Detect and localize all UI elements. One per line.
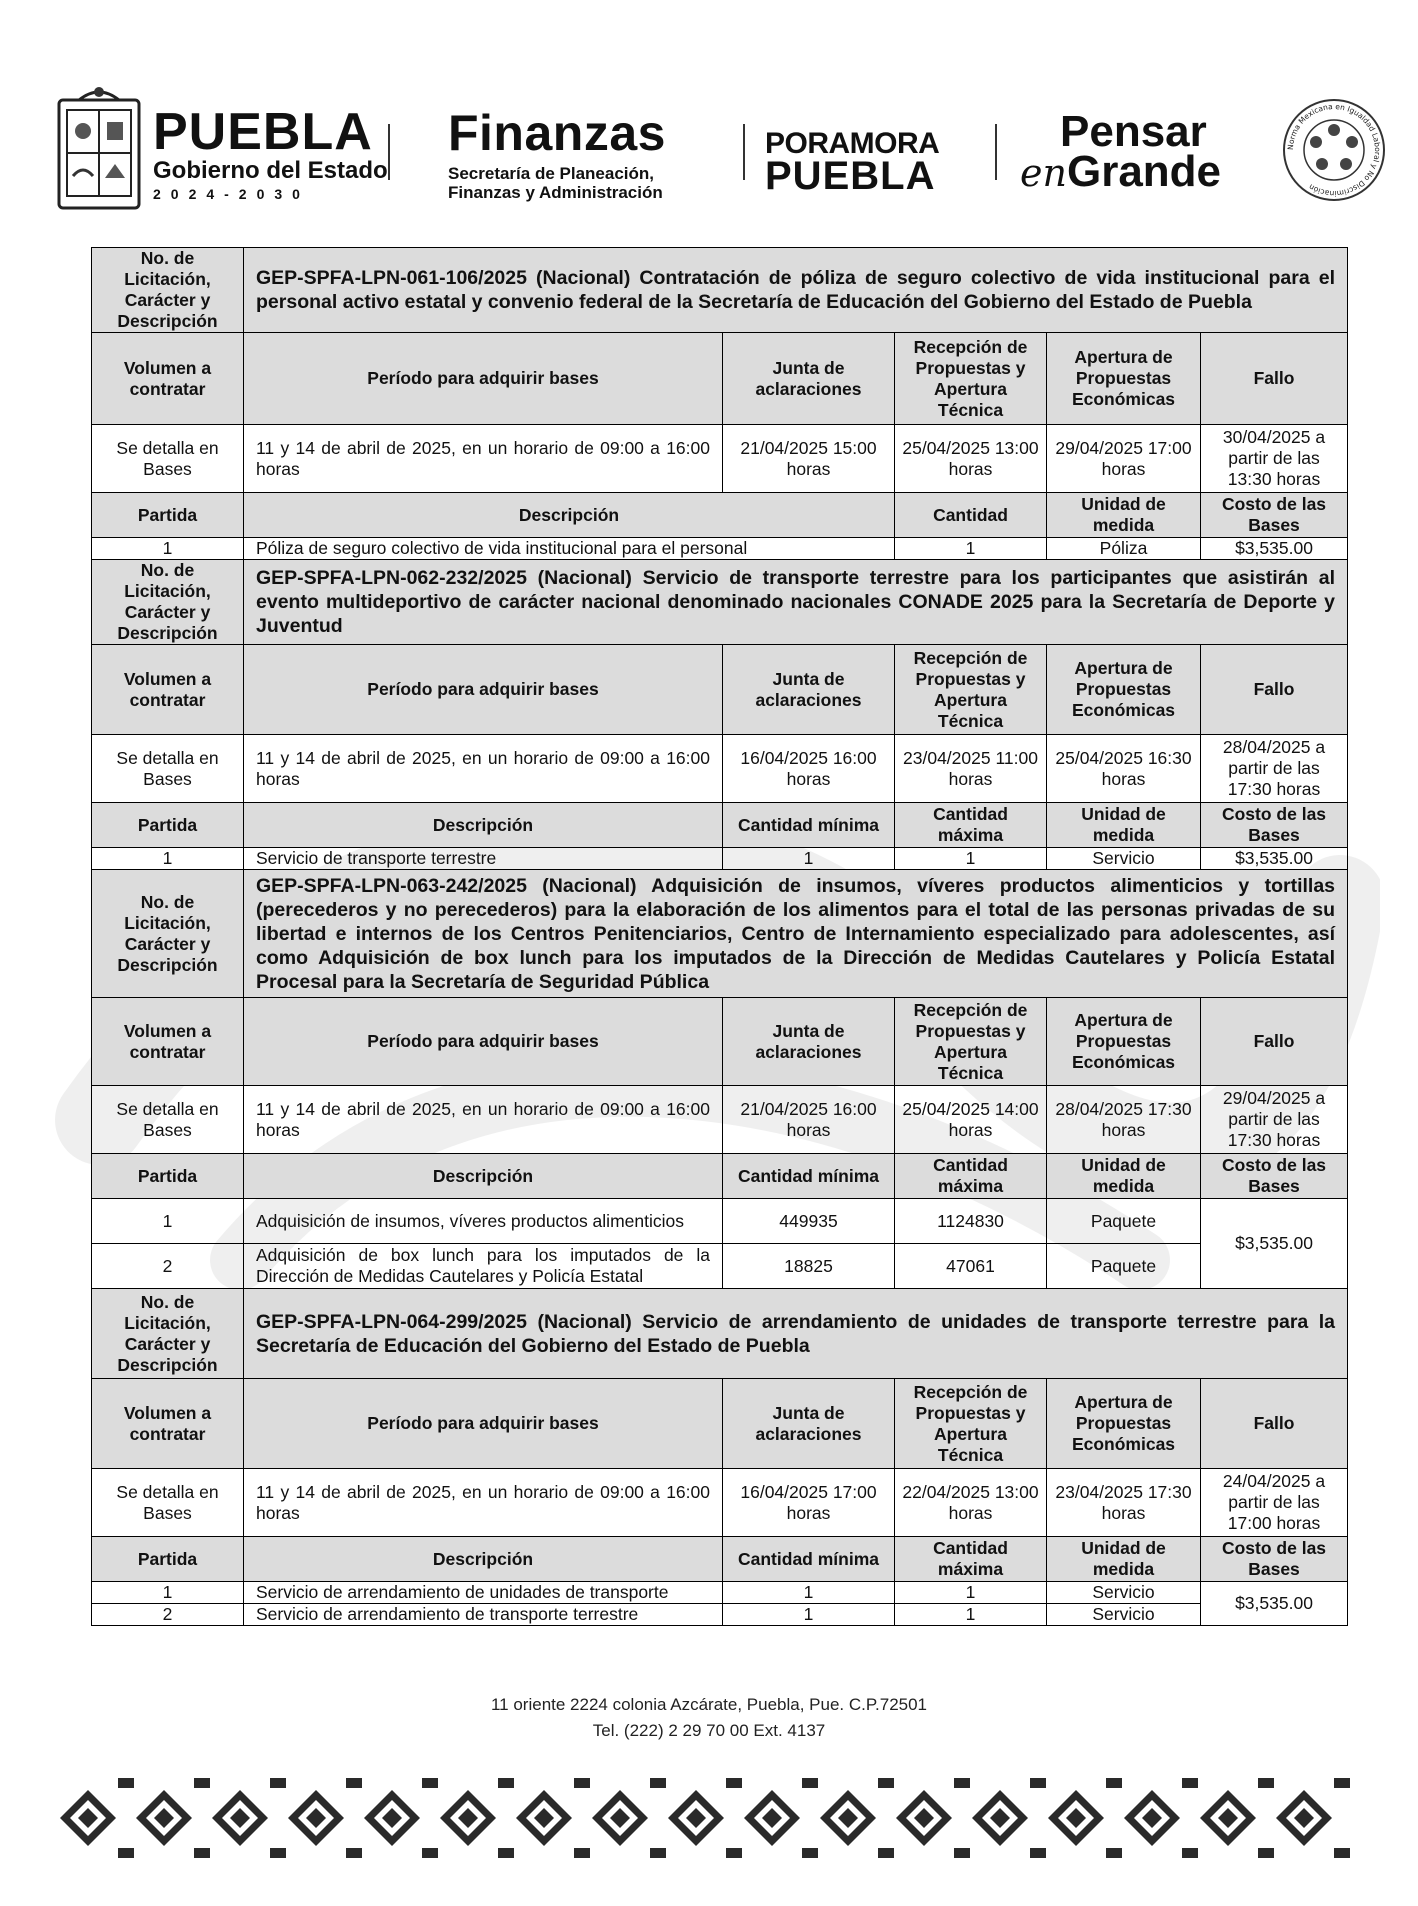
periodo-value: 11 y 14 de abril de 2025, en un horario de 09:00 a 16:00 horas: [244, 735, 723, 803]
partida-value: 1: [92, 1199, 244, 1244]
apertura-value: 28/04/2025 17:30 horas: [1047, 1086, 1201, 1154]
cantidad-label: Cantidad: [895, 493, 1047, 538]
descripcion-value: Servicio de arrendamiento de transporte terrestre: [244, 1604, 723, 1626]
unidad-value: Paquete: [1047, 1199, 1201, 1244]
recepcion-value: 25/04/2025 14:00 horas: [895, 1086, 1047, 1154]
costo-value: $3,535.00: [1201, 848, 1348, 870]
costo-value: $3,535.00: [1201, 1199, 1348, 1289]
table-row: [92, 1199, 1348, 1244]
por-amor-a-puebla-logo: [765, 127, 940, 198]
volumen-label: Volumen a contratar: [92, 333, 244, 425]
footer-address: 11 oriente 2224 colonia Azcárate, Puebla, Pue. C.P.72501: [490, 1695, 928, 1714]
licitacion-1-title-row: [92, 248, 1348, 333]
logo-divider: [995, 124, 997, 180]
no-licitacion-label: No. de Licitación, Carácter y Descripción: [92, 1289, 244, 1379]
cantidad-maxima-label: Cantidad máxima: [895, 1537, 1047, 1582]
fallo-value: 30/04/2025 a partir de las 13:30 horas: [1201, 425, 1348, 493]
fallo-label: Fallo: [1201, 1379, 1348, 1469]
partida-label: Partida: [92, 1537, 244, 1582]
periodo-label: Período para adquirir bases: [244, 645, 723, 735]
puebla-logo-years: 2024-2030: [153, 186, 310, 202]
cantidad-maxima-label: Cantidad máxima: [895, 803, 1047, 848]
cantidad-minima-value: 1: [723, 1604, 895, 1626]
apertura-label: Apertura de Propuestas Económicas: [1047, 998, 1201, 1086]
state-crest-icon: [55, 86, 143, 216]
partida-value: 1: [92, 848, 244, 870]
fallo-value: 24/04/2025 a partir de las 17:00 horas: [1201, 1469, 1348, 1537]
apertura-value: 29/04/2025 17:00 horas: [1047, 425, 1201, 493]
cantidad-maxima-value: 1: [895, 848, 1047, 870]
fallo-label: Fallo: [1201, 333, 1348, 425]
apertura-label: Apertura de Propuestas Económicas: [1047, 333, 1201, 425]
amor-line-1: PORAMORA: [765, 127, 940, 160]
licitacion-2-items-header: [92, 803, 1348, 848]
licitacion-title: GEP-SPFA-LPN-064-299/2025 (Nacional) Servicio de arrendamiento de unidades de transporte terrestre para la Secretaría de Educación del Gobierno del Estado de Puebla: [244, 1289, 1348, 1379]
licitacion-3-schedule-values: [92, 1086, 1348, 1154]
cantidad-minima-value: 18825: [723, 1244, 895, 1289]
svg-text:Norma Mexicana en Igualdad Lab: [1286, 102, 1382, 198]
table-row: [92, 538, 1348, 560]
finanzas-sub-line-2: Finanzas y Administración: [448, 183, 663, 202]
cantidad-maxima-label: Cantidad máxima: [895, 1154, 1047, 1199]
cantidad-minima-value: 449935: [723, 1199, 895, 1244]
cantidad-maxima-value: 1124830: [895, 1199, 1047, 1244]
partida-value: 2: [92, 1604, 244, 1626]
licitacion-4-items-header: [92, 1537, 1348, 1582]
recepcion-label: Recepción de Propuestas y Apertura Técnica: [895, 998, 1047, 1086]
costo-label: Costo de las Bases: [1201, 803, 1348, 848]
volumen-label: Volumen a contratar: [92, 1379, 244, 1469]
fallo-value: 28/04/2025 a partir de las 17:30 horas: [1201, 735, 1348, 803]
volumen-label: Volumen a contratar: [92, 998, 244, 1086]
periodo-value: 11 y 14 de abril de 2025, en un horario de 09:00 a 16:00 horas: [244, 425, 723, 493]
descripcion-label: Descripción: [244, 1537, 723, 1582]
descripcion-label: Descripción: [244, 493, 895, 538]
descripcion-value: Póliza de seguro colectivo de vida institucional para el personal: [244, 538, 895, 560]
fallo-value: 29/04/2025 a partir de las 17:30 horas: [1201, 1086, 1348, 1154]
junta-value: 21/04/2025 16:00 horas: [723, 1086, 895, 1154]
licitacion-2-schedule-header: [92, 645, 1348, 735]
periodo-label: Período para adquirir bases: [244, 998, 723, 1086]
periodo-value: 11 y 14 de abril de 2025, en un horario de 09:00 a 16:00 horas: [244, 1469, 723, 1537]
licitacion-1-items-header: [92, 493, 1348, 538]
recepcion-value: 25/04/2025 13:00 horas: [895, 425, 1047, 493]
licitacion-4-title-row: [92, 1289, 1348, 1379]
recepcion-label: Recepción de Propuestas y Apertura Técnica: [895, 645, 1047, 735]
unidad-value: Póliza: [1047, 538, 1201, 560]
cantidad-minima-label: Cantidad mínima: [723, 803, 895, 848]
no-licitacion-label: No. de Licitación, Carácter y Descripción: [92, 248, 244, 333]
unidad-value: Servicio: [1047, 848, 1201, 870]
table-row: [92, 1244, 1348, 1289]
table-row: [92, 1604, 1348, 1626]
unidad-value: Servicio: [1047, 1604, 1201, 1626]
table-row: [92, 1582, 1348, 1604]
partida-value: 2: [92, 1244, 244, 1289]
apertura-label: Apertura de Propuestas Económicas: [1047, 1379, 1201, 1469]
volumen-value: Se detalla en Bases: [92, 425, 244, 493]
licitacion-2-schedule-values: [92, 735, 1348, 803]
costo-label: Costo de las Bases: [1201, 1154, 1348, 1199]
unidad-label: Unidad de medida: [1047, 493, 1201, 538]
licitacion-4-schedule-values: [92, 1469, 1348, 1537]
logo-divider: [388, 124, 390, 180]
licitacion-title: GEP-SPFA-LPN-061-106/2025 (Nacional) Contratación de póliza de seguro colectivo de vida institucional para el personal activo estatal y convenio federal de la Secretaría de Educación del Gobierno del Estado de Puebla: [244, 248, 1348, 333]
licitacion-1-schedule-values: [92, 425, 1348, 493]
fallo-label: Fallo: [1201, 645, 1348, 735]
cantidad-minima-value: 1: [723, 1582, 895, 1604]
licitacion-3-title-row: [92, 870, 1348, 998]
no-licitacion-label: No. de Licitación, Carácter y Descripción: [92, 560, 244, 645]
unidad-label: Unidad de medida: [1047, 1154, 1201, 1199]
recepcion-label: Recepción de Propuestas y Apertura Técnica: [895, 333, 1047, 425]
cantidad-minima-value: 1: [723, 848, 895, 870]
junta-value: 16/04/2025 16:00 horas: [723, 735, 895, 803]
licitacion-2-title-row: [92, 560, 1348, 645]
table-row: [92, 848, 1348, 870]
descripcion-value: Adquisición de box lunch para los imputados de la Dirección de Medidas Cautelares y Policía Estatal: [244, 1244, 723, 1289]
periodo-label: Período para adquirir bases: [244, 333, 723, 425]
apertura-label: Apertura de Propuestas Económicas: [1047, 645, 1201, 735]
partida-label: Partida: [92, 803, 244, 848]
junta-label: Junta de aclaraciones: [723, 1379, 895, 1469]
logo-divider: [743, 124, 745, 180]
finanzas-logo-word: Finanzas: [448, 105, 666, 161]
footer-phone: Tel. (222) 2 29 70 00 Ext. 4137: [592, 1721, 826, 1740]
cantidad-value: 1: [895, 538, 1047, 560]
periodo-label: Período para adquirir bases: [244, 1379, 723, 1469]
finanzas-sub-line-1: Secretaría de Planeación,: [448, 164, 654, 183]
costo-label: Costo de las Bases: [1201, 1537, 1348, 1582]
descripcion-label: Descripción: [244, 803, 723, 848]
pensar-en-grande-logo: [1020, 107, 1222, 196]
costo-label: Costo de las Bases: [1201, 493, 1348, 538]
no-licitacion-label: No. de Licitación, Carácter y Descripción: [92, 870, 244, 998]
decorative-pattern-band-icon: [60, 1768, 1360, 1868]
cantidad-maxima-value: 47061: [895, 1244, 1047, 1289]
cantidad-maxima-value: 1: [895, 1604, 1047, 1626]
norma-igualdad-seal-icon: [1280, 96, 1388, 204]
unidad-label: Unidad de medida: [1047, 1537, 1201, 1582]
pensar-grande: Grande: [1066, 147, 1222, 196]
descripcion-value: Adquisición de insumos, víveres productos alimenticios: [244, 1199, 723, 1244]
partida-label: Partida: [92, 493, 244, 538]
licitacion-title: GEP-SPFA-LPN-062-232/2025 (Nacional) Servicio de transporte terrestre para los participantes que asistirán al evento multideportivo de carácter nacional denominado nacionales CONADE 2025 para la Secretaría de Deporte y Juventud: [244, 560, 1348, 645]
cantidad-minima-label: Cantidad mínima: [723, 1537, 895, 1582]
page-header: [55, 86, 1385, 226]
licitacion-4-schedule-header: [92, 1379, 1348, 1469]
licitaciones-table-container: [91, 247, 1347, 1626]
junta-value: 21/04/2025 15:00 horas: [723, 425, 895, 493]
recepcion-value: 22/04/2025 13:00 horas: [895, 1469, 1047, 1537]
recepcion-value: 23/04/2025 11:00 horas: [895, 735, 1047, 803]
descripcion-value: Servicio de transporte terrestre: [244, 848, 723, 870]
puebla-logo-subtitle: Gobierno del Estado: [153, 157, 388, 184]
amor-line-2: PUEBLA: [765, 154, 936, 198]
unidad-value: Servicio: [1047, 1582, 1201, 1604]
junta-value: 16/04/2025 17:00 horas: [723, 1469, 895, 1537]
pensar-line-1: Pensar: [1060, 107, 1207, 156]
junta-label: Junta de aclaraciones: [723, 645, 895, 735]
junta-label: Junta de aclaraciones: [723, 998, 895, 1086]
licitacion-1-schedule-header: [92, 333, 1348, 425]
fallo-label: Fallo: [1201, 998, 1348, 1086]
partida-label: Partida: [92, 1154, 244, 1199]
licitacion-3-items-header: [92, 1154, 1348, 1199]
descripcion-label: Descripción: [244, 1154, 723, 1199]
junta-label: Junta de aclaraciones: [723, 333, 895, 425]
licitacion-3-schedule-header: [92, 998, 1348, 1086]
pensar-line-2: [1020, 147, 1222, 196]
volumen-value: Se detalla en Bases: [92, 1469, 244, 1537]
norma-seal-text: Norma Mexicana en Igualdad Laboral y No Discriminación: [1285, 101, 1383, 199]
partida-value: 1: [92, 1582, 244, 1604]
volumen-label: Volumen a contratar: [92, 645, 244, 735]
puebla-logo-word: PUEBLA: [153, 103, 373, 161]
unidad-label: Unidad de medida: [1047, 803, 1201, 848]
licitacion-title: GEP-SPFA-LPN-063-242/2025 (Nacional) Adquisición de insumos, víveres productos alimenticios y tortillas (perecederos y no perecederos) para la elaboración de los alimentos para el total de las personas privadas de su libertad e internos de los Centros Penitenciarios, Centro de Internamiento especializado para adolescentes, así como Adquisición de box lunch para los imputados de la Dirección de Medidas Cautelares y Policía Estatal Procesal para la Secretaría de Seguridad Pública: [244, 870, 1348, 998]
pensar-en: en: [1020, 151, 1067, 195]
licitaciones-table: [91, 247, 1348, 1626]
volumen-value: Se detalla en Bases: [92, 735, 244, 803]
periodo-value: 11 y 14 de abril de 2025, en un horario de 09:00 a 16:00 horas: [244, 1086, 723, 1154]
cantidad-minima-label: Cantidad mínima: [723, 1154, 895, 1199]
costo-value: $3,535.00: [1201, 1582, 1348, 1626]
apertura-value: 25/04/2025 16:30 horas: [1047, 735, 1201, 803]
cantidad-maxima-value: 1: [895, 1582, 1047, 1604]
finanzas-logo-subtitle: [448, 164, 663, 202]
costo-value: $3,535.00: [1201, 538, 1348, 560]
recepcion-label: Recepción de Propuestas y Apertura Técnica: [895, 1379, 1047, 1469]
unidad-value: Paquete: [1047, 1244, 1201, 1289]
partida-value: 1: [92, 538, 244, 560]
volumen-value: Se detalla en Bases: [92, 1086, 244, 1154]
descripcion-value: Servicio de arrendamiento de unidades de transporte: [244, 1582, 723, 1604]
apertura-value: 23/04/2025 17:30 horas: [1047, 1469, 1201, 1537]
footer-address-block: [0, 1692, 1418, 1744]
